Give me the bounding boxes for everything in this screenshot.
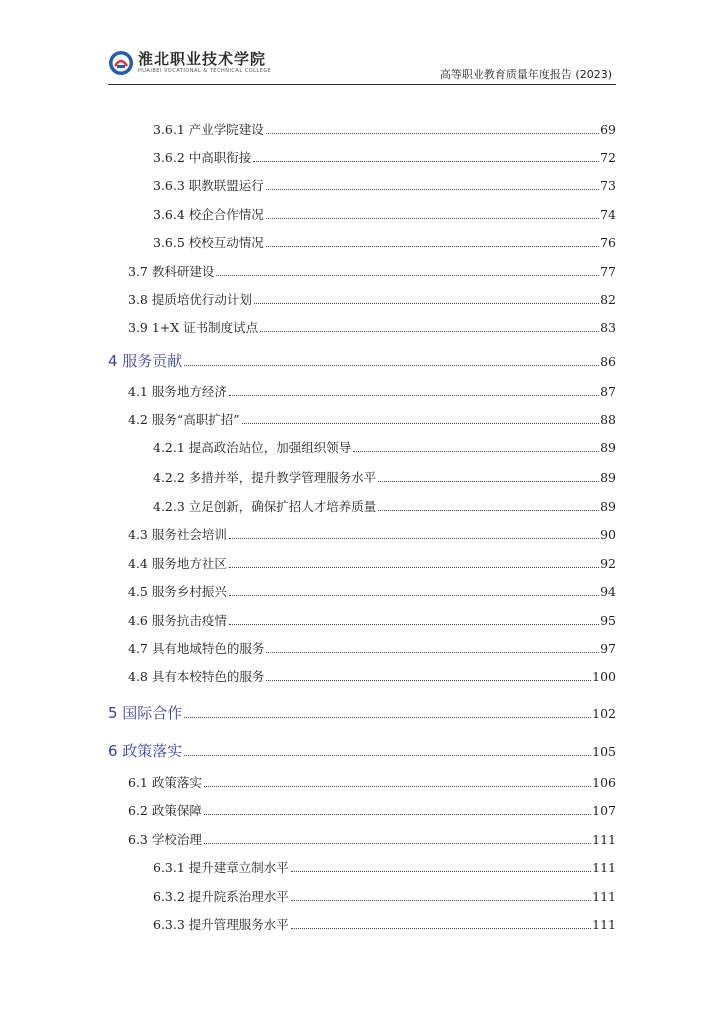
toc-leader-dots xyxy=(254,302,599,304)
toc-entry-page-number: 89 xyxy=(600,440,616,455)
toc-entry[interactable] xyxy=(108,176,616,196)
toc-entry[interactable] xyxy=(108,233,616,253)
toc-entry[interactable] xyxy=(108,410,616,430)
toc-entry-label: 4.2.1 提高政治站位，加强组织领导 xyxy=(153,440,352,455)
toc-leader-dots xyxy=(291,927,591,929)
toc-entry-page-number: 89 xyxy=(600,470,616,485)
toc-leader-dots xyxy=(266,245,599,247)
toc-leader-dots xyxy=(216,274,599,276)
toc-entry[interactable] xyxy=(108,497,616,517)
toc-entry[interactable] xyxy=(108,554,616,574)
toc-leader-dots xyxy=(229,594,599,596)
toc-entry-page-number: 74 xyxy=(600,207,616,222)
toc-leader-dots xyxy=(266,132,599,134)
toc-leader-dots xyxy=(242,422,599,424)
toc-entry[interactable] xyxy=(108,382,616,402)
toc-entry-label: 4.5 服务乡村振兴 xyxy=(128,584,227,599)
toc-entry[interactable] xyxy=(108,801,616,821)
toc-entry[interactable] xyxy=(108,438,616,458)
toc-entry-page-number: 89 xyxy=(600,499,616,514)
toc-entry-label: 3.8 提质培优行动计划 xyxy=(128,292,252,307)
toc-entry-page-number: 105 xyxy=(592,744,616,759)
toc-leader-dots xyxy=(229,566,599,568)
toc-entry[interactable] xyxy=(108,773,616,793)
header-divider xyxy=(108,84,616,85)
toc-entry[interactable] xyxy=(108,318,616,338)
toc-entry-label: 4.4 服务地方社区 xyxy=(128,556,227,571)
toc-leader-dots xyxy=(291,870,591,872)
toc-entry[interactable] xyxy=(108,639,616,659)
toc-entry[interactable] xyxy=(108,468,616,488)
toc-leader-dots xyxy=(378,480,599,482)
toc-entry-page-number: 107 xyxy=(592,803,616,818)
toc-entry[interactable] xyxy=(108,262,616,282)
toc-entry-page-number: 111 xyxy=(592,860,616,875)
toc-entry[interactable] xyxy=(108,915,616,935)
toc-entry-label: 3.9 1+X 证书制度试点 xyxy=(128,320,259,335)
toc-leader-dots xyxy=(266,217,599,219)
toc-entry[interactable] xyxy=(108,582,616,602)
toc-entry-page-number: 102 xyxy=(592,706,616,721)
toc-entry-page-number: 111 xyxy=(592,889,616,904)
toc-entry[interactable] xyxy=(108,611,616,631)
toc-entry-label: 6 政策落实 xyxy=(108,742,183,760)
toc-entry[interactable] xyxy=(108,148,616,168)
toc-entry-page-number: 111 xyxy=(592,917,616,932)
toc-leader-dots xyxy=(229,623,599,625)
toc-entry-label: 6.2 政策保障 xyxy=(128,803,202,818)
toc-entry-label: 4.1 服务地方经济 xyxy=(128,384,227,399)
toc-leader-dots xyxy=(253,160,599,162)
toc-entry-label: 6.3 学校治理 xyxy=(128,832,202,847)
toc-entry-page-number: 92 xyxy=(600,556,616,571)
toc-leader-dots xyxy=(266,651,599,653)
toc-entry[interactable] xyxy=(108,525,616,545)
toc-leader-dots xyxy=(184,754,591,756)
toc-entry[interactable] xyxy=(108,830,616,850)
school-name: 淮北职业技术学院 xyxy=(138,50,267,68)
toc-entry-label: 3.7 教科研建设 xyxy=(128,264,215,279)
toc-entry-label: 3.6.1 产业学院建设 xyxy=(153,122,264,137)
toc-entry-page-number: 100 xyxy=(592,669,616,684)
toc-entry-label: 3.6.5 校校互动情况 xyxy=(153,235,264,250)
toc-entry-page-number: 111 xyxy=(592,832,616,847)
toc-entry-page-number: 82 xyxy=(600,292,616,307)
toc-leader-dots xyxy=(229,537,599,539)
toc-entry-page-number: 83 xyxy=(600,320,616,335)
page-header xyxy=(108,44,616,86)
toc-entry-label: 4.8 具有本校特色的服务 xyxy=(128,669,265,684)
toc-entry-page-number: 95 xyxy=(600,613,616,628)
toc-entry[interactable] xyxy=(108,740,616,760)
toc-entry-label: 4.3 服务社会培训 xyxy=(128,527,227,542)
toc-leader-dots xyxy=(291,899,591,901)
toc-entry-label: 6.3.3 提升管理服务水平 xyxy=(153,917,289,932)
toc-entry[interactable] xyxy=(108,702,616,722)
toc-entry-page-number: 94 xyxy=(600,584,616,599)
toc-entry-label: 4 服务贡献 xyxy=(108,352,183,370)
toc-entry-page-number: 97 xyxy=(600,641,616,656)
toc-entry-label: 4.2.2 多措并举，提升教学管理服务水平 xyxy=(153,470,377,485)
toc-entry[interactable] xyxy=(108,205,616,225)
toc-entry-page-number: 86 xyxy=(600,354,616,369)
toc-leader-dots xyxy=(266,679,591,681)
toc-entry-label: 4.2 服务“高职扩招” xyxy=(128,412,240,427)
toc-leader-dots xyxy=(260,330,599,332)
toc-entry-page-number: 76 xyxy=(600,235,616,250)
toc-leader-dots xyxy=(353,450,599,452)
toc-leader-dots xyxy=(378,509,599,511)
toc-entry-page-number: 72 xyxy=(600,150,616,165)
toc-leader-dots xyxy=(204,842,591,844)
toc-entry-page-number: 106 xyxy=(592,775,616,790)
toc-entry[interactable] xyxy=(108,350,616,370)
toc-entry-page-number: 73 xyxy=(600,178,616,193)
toc-entry-page-number: 88 xyxy=(600,412,616,427)
toc-entry-label: 6.1 政策落实 xyxy=(128,775,202,790)
toc-entry-label: 6.3.1 提升建章立制水平 xyxy=(153,860,289,875)
toc-entry-label: 5 国际合作 xyxy=(108,704,183,722)
toc-entry-label: 4.2.3 立足创新，确保扩招人才培养质量 xyxy=(153,499,377,514)
toc-entry-label: 3.6.3 职教联盟运行 xyxy=(153,178,264,193)
toc-entry-page-number: 77 xyxy=(600,264,616,279)
toc-entry-label: 4.7 具有地域特色的服务 xyxy=(128,641,265,656)
toc-entry[interactable] xyxy=(108,887,616,907)
toc-entry-label: 4.6 服务抗击疫情 xyxy=(128,613,227,628)
college-logo-icon xyxy=(108,50,134,76)
toc-entry-label: 3.6.4 校企合作情况 xyxy=(153,207,264,222)
school-name-en: HUAIBEI VOCATIONAL & TECHNICAL COLLEGE xyxy=(138,68,272,74)
toc-leader-dots xyxy=(204,813,591,815)
report-title: 高等职业教育质量年度报告 (2023) xyxy=(439,68,612,81)
toc-entry[interactable] xyxy=(108,290,616,310)
toc-entry-label: 6.3.2 提升院系治理水平 xyxy=(153,889,289,904)
toc-entry[interactable] xyxy=(108,120,616,140)
toc-leader-dots xyxy=(184,716,591,718)
toc-leader-dots xyxy=(204,785,591,787)
toc-leader-dots xyxy=(229,394,599,396)
toc-leader-dots xyxy=(266,188,599,190)
toc-entry-page-number: 87 xyxy=(600,384,616,399)
toc-entry-page-number: 90 xyxy=(600,527,616,542)
toc-entry-label: 3.6.2 中高职衔接 xyxy=(153,150,252,165)
toc-entry[interactable] xyxy=(108,667,616,687)
toc-entry-page-number: 69 xyxy=(600,122,616,137)
toc-leader-dots xyxy=(184,364,599,366)
toc-entry[interactable] xyxy=(108,858,616,878)
